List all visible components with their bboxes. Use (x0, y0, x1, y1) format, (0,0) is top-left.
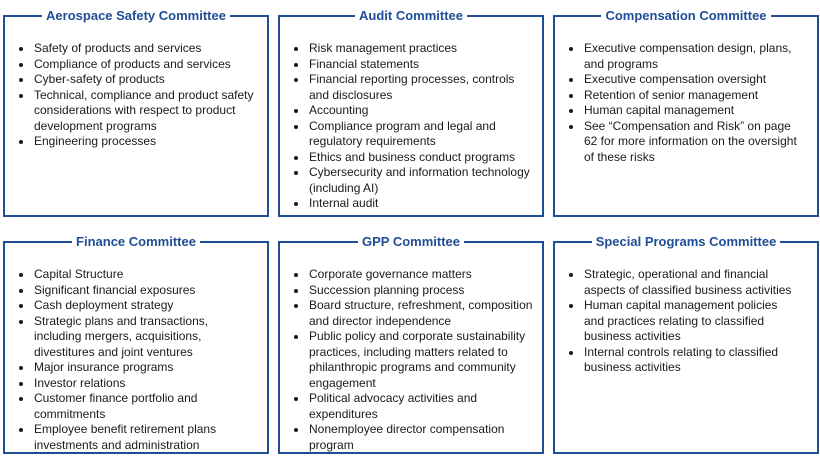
list-item: Retention of senior management (567, 88, 807, 104)
responsibility-list (17, 41, 257, 150)
list-item: Strategic, operational and financial aspects of classified business activities (567, 267, 799, 298)
list-item: Risk management practices (292, 41, 534, 57)
responsibility-list (567, 267, 799, 376)
list-item: Human capital management policies and practices relating to classified business activities (567, 298, 799, 345)
list-item: Compliance of products and services (17, 57, 257, 73)
list-item: Accounting (292, 103, 534, 119)
list-item: Financial reporting processes, controls and disclosures (292, 72, 534, 103)
list-item: Engineering processes (17, 134, 257, 150)
committee-box-compensation (553, 8, 819, 217)
list-item: Succession planning process (292, 283, 536, 299)
committee-title: Special Programs Committee (592, 234, 781, 249)
committee-title: Audit Committee (355, 8, 467, 23)
list-item: Cyber-safety of products (17, 72, 257, 88)
list-item: Technical, compliance and product safety considerations with respect to product development programs (17, 88, 257, 135)
list-item: See “Compensation and Risk” on page 62 for more information on the oversight of these risks (567, 119, 807, 166)
list-item: Internal audit (292, 196, 534, 212)
list-item: Investor relations (17, 376, 257, 392)
list-item: Strategic plans and transactions, including mergers, acquisitions, divestitures and joint ventures (17, 314, 257, 361)
committee-box-audit (278, 8, 544, 217)
committee-title: Finance Committee (72, 234, 200, 249)
list-item: Significant financial exposures (17, 283, 257, 299)
list-item: Capital Structure (17, 267, 257, 283)
responsibility-list (567, 41, 807, 165)
list-item: Executive compensation design, plans, and programs (567, 41, 807, 72)
committee-title: Compensation Committee (601, 8, 770, 23)
list-item: Political advocacy activities and expenditures (292, 391, 536, 422)
list-item: Ethics and business conduct programs (292, 150, 534, 166)
list-item: Human capital management (567, 103, 807, 119)
responsibility-list (292, 41, 534, 212)
committee-box-aerospace-safety (3, 8, 269, 217)
list-item: Employee benefit retirement plans investments and administration (17, 422, 257, 453)
committee-box-finance (3, 234, 269, 454)
list-item: Safety of products and services (17, 41, 257, 57)
list-item: Internal controls relating to classified business activities (567, 345, 799, 376)
list-item: Cybersecurity and information technology (including AI) (292, 165, 534, 196)
list-item: Cash deployment strategy (17, 298, 257, 314)
list-item: Compliance program and legal and regulatory requirements (292, 119, 534, 150)
list-item: Major insurance programs (17, 360, 257, 376)
list-item: Public policy and corporate sustainability practices, including matters related to philanthropic programs and community engagement (292, 329, 536, 391)
committee-box-special-programs (553, 234, 819, 454)
responsibility-list (292, 267, 536, 453)
committee-title: Aerospace Safety Committee (42, 8, 230, 23)
list-item: Board structure, refreshment, composition and director independence (292, 298, 536, 329)
list-item: Financial statements (292, 57, 534, 73)
committee-title: GPP Committee (358, 234, 464, 249)
list-item: Nonemployee director compensation program (292, 422, 536, 453)
responsibility-list (17, 267, 257, 453)
committee-box-gpp (278, 234, 544, 454)
list-item: Customer finance portfolio and commitments (17, 391, 257, 422)
list-item: Executive compensation oversight (567, 72, 807, 88)
list-item: Corporate governance matters (292, 267, 536, 283)
